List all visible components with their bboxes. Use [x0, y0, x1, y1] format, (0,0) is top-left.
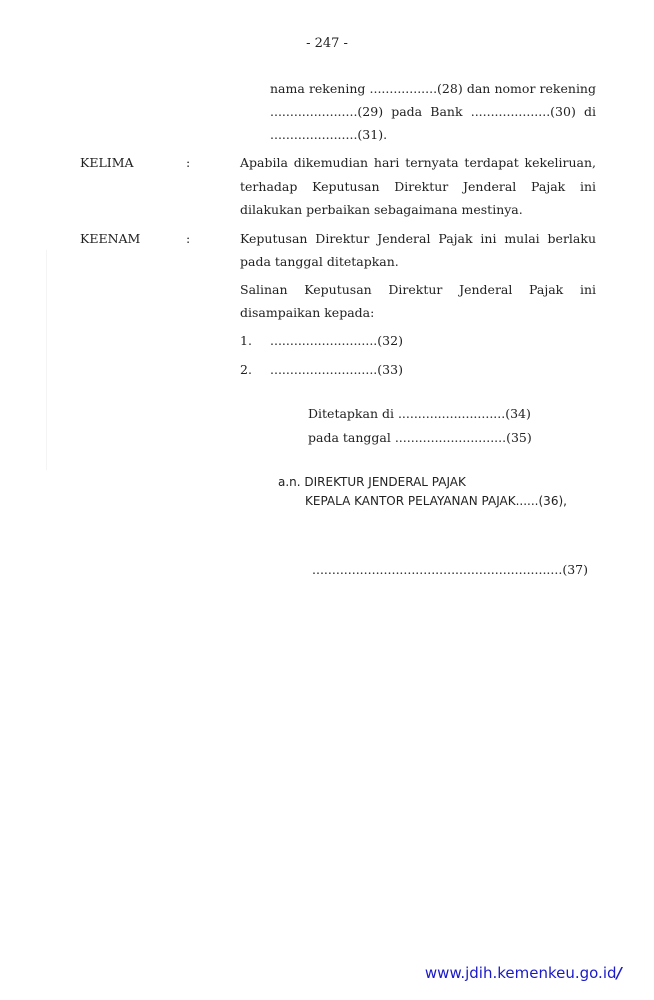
signature-name: ...............................................................(37)	[312, 562, 588, 577]
scan-artifact-line	[46, 250, 47, 470]
ditetapkan-date: pada tanggal ............................(35)	[308, 430, 532, 445]
signature-office: KEPALA KANTOR PELAYANAN PAJAK......(36),	[305, 494, 567, 508]
footer-mark: /	[616, 964, 622, 982]
rekening-line-2: ......................(29) pada Bank ....................(30) di	[270, 104, 596, 119]
kelima-colon: :	[186, 155, 191, 170]
keenam-line-1: Keputusan Direktur Jenderal Pajak ini mulai berlaku	[240, 231, 596, 246]
kelima-line-1: Apabila dikemudian hari ternyata terdapat kekeliruan,	[240, 155, 596, 170]
kelima-line-3: dilakukan perbaikan sebagaimana mestinya.	[240, 202, 523, 217]
kelima-label: KELIMA	[80, 155, 134, 170]
signature-on-behalf: a.n. DIREKTUR JENDERAL PAJAK	[278, 475, 466, 489]
page-number: - 247 -	[306, 36, 348, 51]
keenam-colon: :	[186, 231, 191, 246]
recipient-number: 1.	[240, 333, 252, 348]
salinan-line-1: Salinan Keputusan Direktur Jenderal Pajak ini	[240, 282, 596, 297]
rekening-line-3: ......................(31).	[270, 127, 388, 142]
recipient-number: 2.	[240, 362, 252, 377]
recipient-item: ...........................(33)	[270, 362, 403, 377]
salinan-line-2: disampaikan kepada:	[240, 305, 375, 320]
keenam-line-2: pada tanggal ditetapkan.	[240, 254, 399, 269]
keenam-label: KEENAM	[80, 231, 141, 246]
footer-url[interactable]	[425, 964, 622, 982]
kelima-line-2: terhadap Keputusan Direktur Jenderal Pajak ini	[240, 179, 596, 194]
ditetapkan-place: Ditetapkan di ...........................(34)	[308, 406, 531, 421]
footer-url-text[interactable]: www.jdih.kemenkeu.go.id	[424, 964, 617, 982]
recipient-item: ...........................(32)	[270, 333, 403, 348]
rekening-line-1: nama rekening .................(28) dan nomor rekening	[270, 81, 596, 96]
